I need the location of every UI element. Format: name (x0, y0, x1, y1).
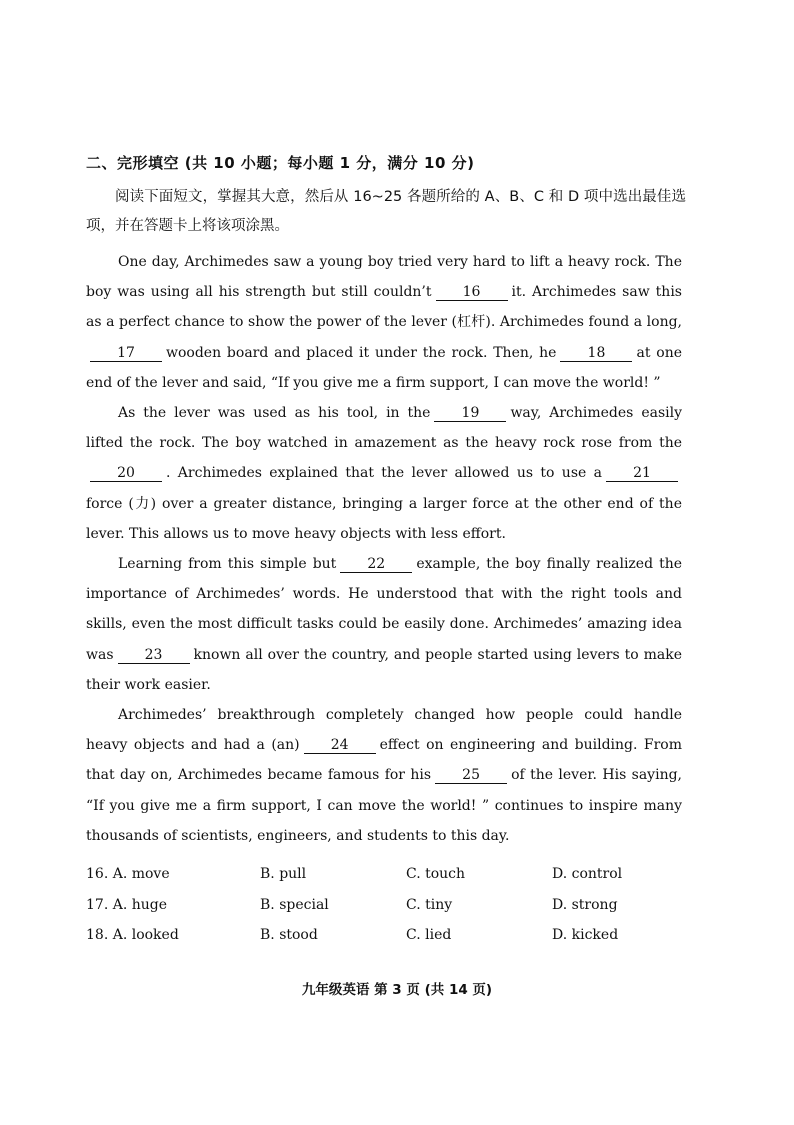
question-16-options (86, 866, 686, 897)
option-c: C. lied (406, 927, 452, 943)
blank-17: 17 (90, 345, 162, 362)
option-a: 17. A. huge (86, 896, 168, 913)
blank-18: 18 (560, 345, 632, 362)
blank-24: 24 (304, 737, 376, 754)
option-c: C. touch (406, 866, 466, 882)
section-title: 二、完形填空 (共 10 小题；每小题 1 分，满分 10 分) (86, 154, 475, 172)
blank-22: 22 (340, 556, 412, 573)
option-c: C. tiny (406, 896, 453, 913)
text: . Archimedes explained that the lever allowed us to use a (166, 465, 602, 482)
option-d: D. control (552, 866, 623, 882)
question-18-options (86, 927, 686, 958)
blank-19: 19 (434, 405, 506, 422)
blank-20: 20 (90, 465, 162, 482)
text: wooden board and placed it under the rock. Then, he (166, 344, 557, 361)
cloze-passage (86, 247, 682, 851)
text: at one end of the lever and said, “If you give me a firm support, I can move the world! ” (86, 344, 683, 391)
instructions: 阅读下面短文，掌握其大意，然后从 16~25 各题所给的 A、B、C 和 D 项中选出最佳选项，并在答题卡上将该项涂黑。 (86, 189, 686, 234)
question-options (86, 866, 686, 958)
paragraph-1 (86, 247, 682, 398)
text: force (力) over a greater distance, bringing a larger force at the other end of the lever. This allows us to move heavy objects with less effort. (86, 495, 682, 542)
blank-25: 25 (435, 767, 507, 784)
option-d: D. strong (552, 896, 618, 913)
text: it. Archimedes saw this as a perfect chance to show the power of the lever (杠杆). Archimedes found a long, (86, 284, 682, 331)
text: As the lever was used as his tool, in the (118, 405, 431, 422)
text: way, Archimedes easily lifted the rock. The boy watched in amazement as the heavy rock rose from the (86, 405, 682, 452)
text: example, the boy finally realized the importance of Archimedes’ words. He understood that with the right tools and skills, even the most difficult tasks could be easily done. Archimedes’ amazing idea was (86, 556, 682, 663)
text: of the lever. His saying, “If you give me a firm support, I can move the world! ” continues to inspire many thousands of scientists, engineers, and students to this day. (86, 767, 682, 844)
text: known all over the country, and people started using levers to make their work easier. (86, 646, 682, 693)
blank-21: 21 (606, 465, 678, 482)
option-a: 18. A. looked (86, 927, 179, 943)
text: One day, Archimedes saw a young boy tried very hard to lift a heavy rock. The boy was using all his strength but still couldn’t (86, 254, 682, 301)
option-b: B. pull (260, 866, 307, 882)
blank-23: 23 (118, 647, 190, 664)
option-b: B. special (260, 896, 329, 913)
page-footer: 九年级英语 第 3 页 (共 14 页) (301, 982, 493, 998)
text: effect on engineering and building. From that day on, Archimedes became famous for his (86, 737, 682, 784)
text: Learning from this simple but (118, 556, 337, 573)
paragraph-2 (86, 398, 682, 549)
option-d: D. kicked (552, 927, 619, 943)
option-b: B. stood (260, 927, 318, 943)
text: Archimedes’ breakthrough completely changed how people could handle heavy objects and had a (an) (86, 707, 682, 754)
paragraph-4 (86, 700, 682, 851)
option-a: 16. A. move (86, 866, 170, 882)
blank-16: 16 (436, 284, 508, 301)
question-17-options (86, 897, 686, 928)
paragraph-3 (86, 549, 682, 700)
